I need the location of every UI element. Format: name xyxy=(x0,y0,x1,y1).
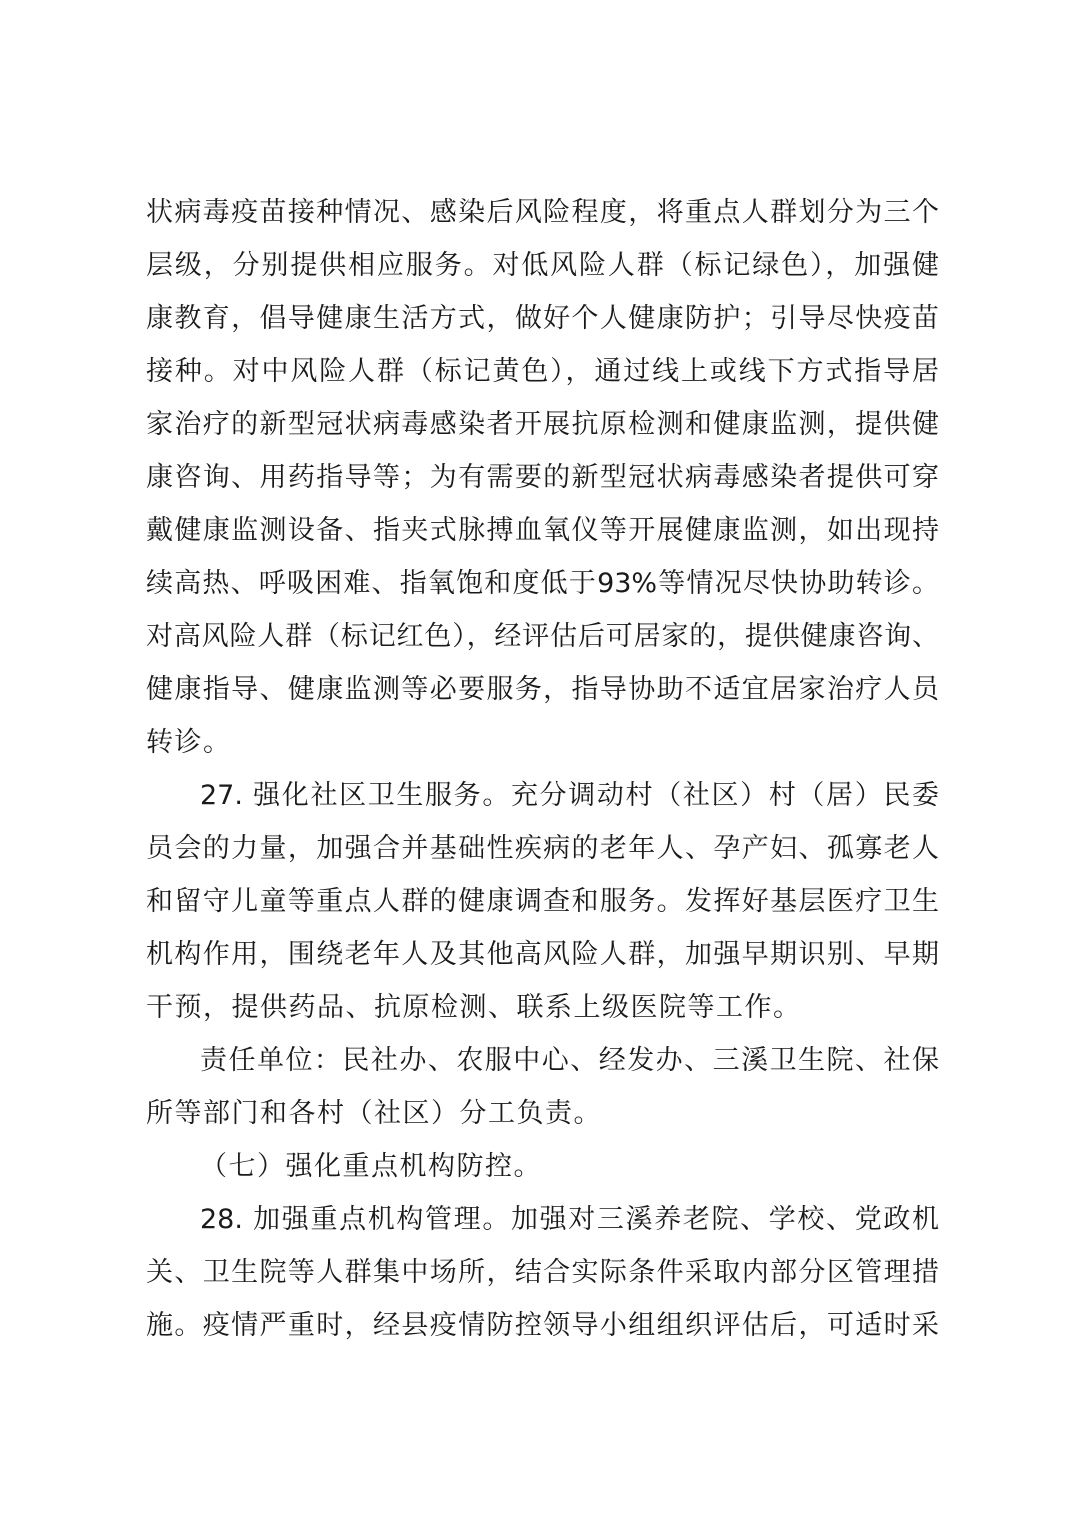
text-line: 关、卫生院等人群集中场所，结合实际条件采取内部分区管理措 xyxy=(146,1257,939,1288)
text-line: 状病毒疫苗接种情况、感染后风险程度，将重点人群划分为三个 xyxy=(146,197,939,228)
text-line: 接种。对中风险人群（标记黄色），通过线上或线下方式指导居 xyxy=(146,356,939,387)
text-line: 转诊。 xyxy=(146,727,232,758)
text-line: 对高风险人群（标记红色），经评估后可居家的，提供健康咨询、 xyxy=(146,621,939,652)
text-line: 续高热、呼吸困难、指氧饱和度低于93%等情况尽快协助转诊。 xyxy=(146,568,939,599)
text-line: 康咨询、用药指导等；为有需要的新型冠状病毒感染者提供可穿 xyxy=(146,462,939,493)
text-line: 戴健康监测设备、指夹式脉搏血氧仪等开展健康监测，如出现持 xyxy=(146,515,939,546)
responsibility-line: 责任单位：民社办、农服中心、经发办、三溪卫生院、社保 xyxy=(200,1045,939,1076)
text-line: 干预，提供药品、抗原检测、联系上级医院等工作。 xyxy=(146,992,802,1023)
text-line: 家治疗的新型冠状病毒感染者开展抗原检测和健康监测，提供健 xyxy=(146,409,939,440)
text-line: 施。疫情严重时，经县疫情防控领导小组组织评估后，可适时采 xyxy=(146,1310,939,1341)
item-28-heading: 28. 加强重点机构管理。加强对三溪养老院、学校、党政机 xyxy=(200,1204,939,1235)
text-line: 健康指导、健康监测等必要服务，指导协助不适宜居家治疗人员 xyxy=(146,674,939,705)
text-line: 员会的力量，加强合并基础性疾病的老年人、孕产妇、孤寡老人 xyxy=(146,833,939,864)
section-heading: （七）强化重点机构防控。 xyxy=(200,1151,542,1182)
text-line: 所等部门和各村（社区）分工负责。 xyxy=(146,1098,602,1129)
item-27-heading: 27. 强化社区卫生服务。充分调动村（社区）村（居）民委 xyxy=(200,780,939,811)
text-line: 层级，分别提供相应服务。对低风险人群（标记绿色），加强健 xyxy=(146,250,939,281)
text-line: 和留守儿童等重点人群的健康调查和服务。发挥好基层医疗卫生 xyxy=(146,886,939,917)
text-line: 机构作用，围绕老年人及其他高风险人群，加强早期识别、早期 xyxy=(146,939,939,970)
text-line: 康教育，倡导健康生活方式，做好个人健康防护；引导尽快疫苗 xyxy=(146,303,939,334)
